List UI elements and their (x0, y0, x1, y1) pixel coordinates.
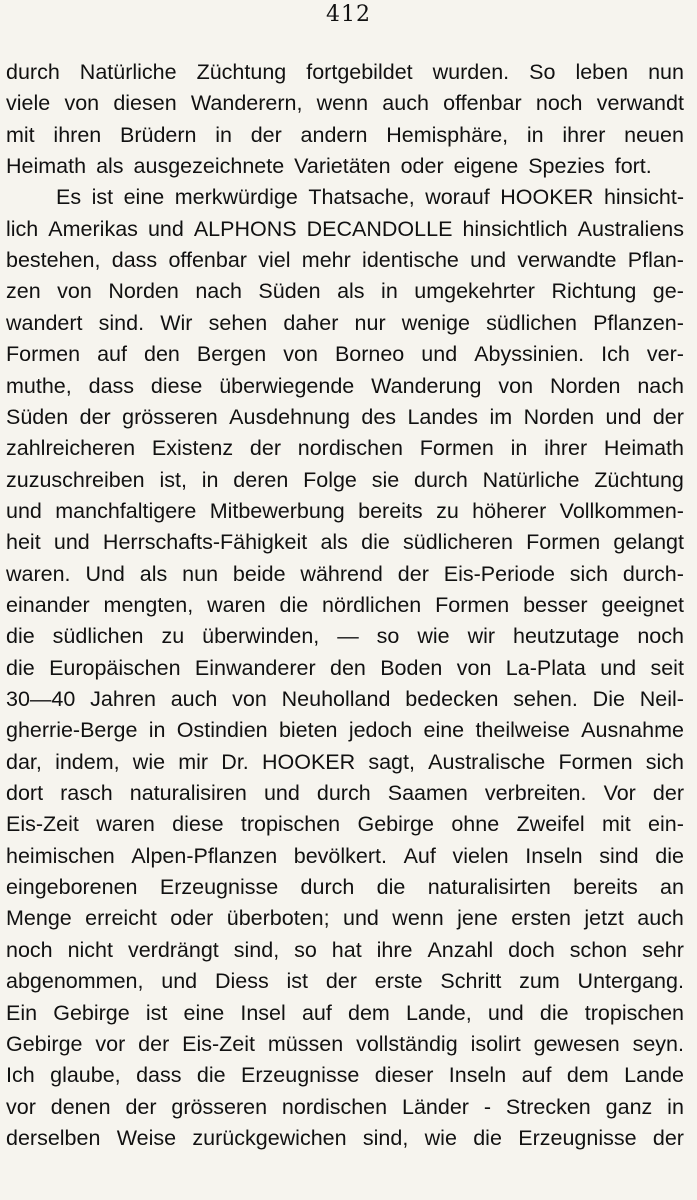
text-line: 30—40 Jahren auch von Neuholland bedecken sehen. Die Neil- (6, 687, 684, 711)
text-line: Es ist eine merkwürdige Thatsache, worauf HOOKER hinsicht- (56, 185, 684, 210)
text-line: waren. Und als nun beide während der Eis-Periode sich durch- (6, 561, 684, 586)
text-line: viele von diesen Wanderern, wenn auch offenbar noch verwandt (6, 91, 684, 116)
text-line: abgenommen, und Diess ist der erste Schritt zum Untergang. (6, 969, 684, 994)
text-line: Gebirge vor der Eis-Zeit müssen vollständig isolirt gewesen seyn. (6, 1031, 684, 1056)
text-line: eingeborenen Erzeugnisse durch die naturalisirten bereits an (6, 875, 684, 900)
text-line: die südlichen zu überwinden, — so wie wir heutzutage noch (6, 624, 684, 649)
text-line: zahlreicheren Existenz der nordischen Formen in ihrer Heimath (6, 436, 684, 461)
text-line: Eis-Zeit waren diese tropischen Gebirge ohne Zweifel mit ein- (6, 812, 684, 837)
text-line: noch nicht verdrängt sind, so hat ihre Anzahl doch schon sehr (6, 937, 684, 962)
text-line: vor denen der grösseren nordischen Länder - Strecken ganz in (6, 1094, 684, 1119)
text-line: heit und Herrschafts-Fähigkeit als die südlicheren Formen gelangt (6, 530, 684, 555)
text-line: einander mengten, waren die nördlichen Formen besser geeignet (6, 592, 684, 617)
text-line: Menge erreicht oder überboten; und wenn jene ersten jetzt auch (6, 906, 684, 931)
text-line: Ich glaube, dass die Erzeugnisse dieser Inseln auf dem Lande (6, 1063, 684, 1088)
text-line: durch Natürliche Züchtung fortgebildet wurden. So leben nun (6, 60, 684, 84)
text-line: dar, indem, wie mir Dr. HOOKER sagt, Australische Formen sich (6, 749, 684, 774)
text-line: die Europäischen Einwanderer den Boden von La-Plata und seit (6, 655, 684, 680)
text-line: zen von Norden nach Süden als in umgekehrter Richtung ge- (6, 279, 684, 304)
text-line: Ein Gebirge ist eine Insel auf dem Lande, und die tropischen (6, 1000, 684, 1025)
page-number: 412 (326, 2, 371, 27)
text-line: lich Amerikas und ALPHONS DECANDOLLE hinsichtlich Australiens (6, 216, 684, 241)
text-line: gherrie-Berge in Ostindien bieten jedoch eine theilweise Ausnahme (6, 718, 684, 743)
text-line: und manchfaltigere Mitbewerbung bereits zu höherer Vollkommen- (6, 498, 684, 523)
text-line: bestehen, dass offenbar viel mehr identische und verwandte Pflan- (6, 248, 684, 273)
text-line: mit ihren Brüdern in der andern Hemisphäre, in ihrer neuen (6, 122, 684, 147)
text-line: heimischen Alpen-Pflanzen bevölkert. Auf vielen Inseln sind die (6, 843, 684, 868)
text-line: muthe, dass diese überwiegende Wanderung von Norden nach (6, 373, 684, 398)
text-line: Süden der grösseren Ausdehnung des Landes im Norden und der (6, 404, 684, 429)
text-line: dort rasch naturalisiren und durch Saamen verbreiten. Vor der (6, 781, 684, 806)
text-line: zuzuschreiben ist, in deren Folge sie durch Natürliche Züchtung (6, 467, 684, 492)
text-line: Formen auf den Bergen von Borneo und Abyssinien. Ich ver- (6, 342, 684, 367)
text-line: wandert sind. Wir sehen daher nur wenige südlichen Pflanzen- (6, 310, 684, 335)
text-line: derselben Weise zurückgewichen sind, wie die Erzeugnisse der (6, 1125, 684, 1150)
text-line: Heimath als ausgezeichnete Varietäten oder eigene Spezies fort. (6, 154, 652, 179)
